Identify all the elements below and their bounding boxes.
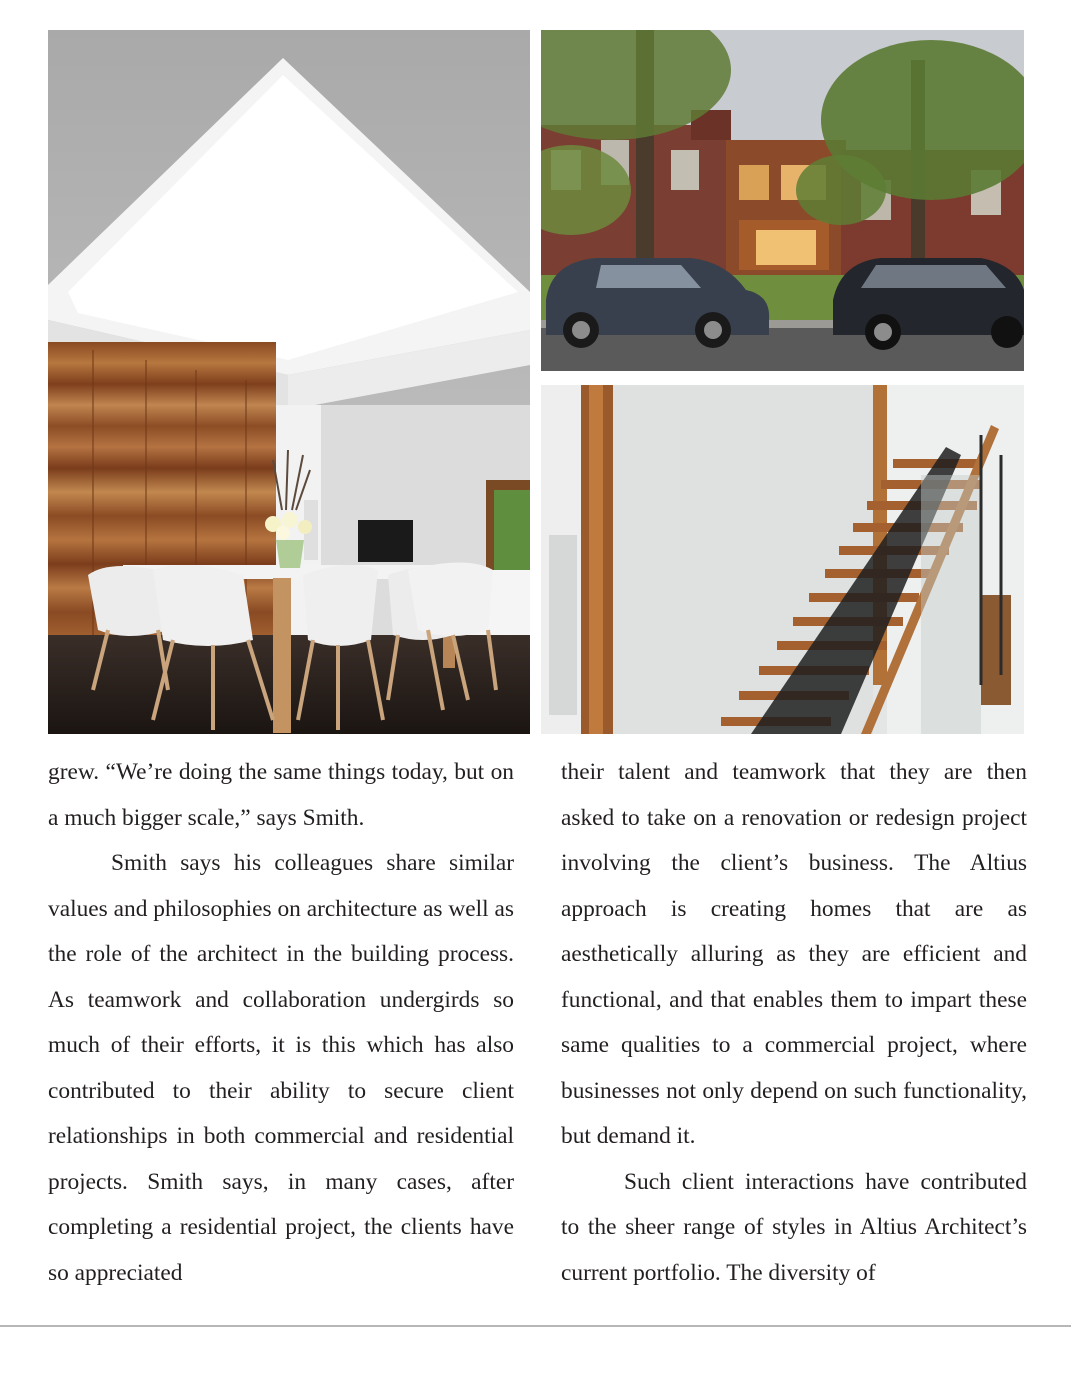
left-paragraph-2: Smith says his colleagues share similar values and philosophies on architecture as well as the role of the architect in the building process. As teamwork and collaboration undergirds so much of their efforts, it is this which has also contributed to their ability to secure client relationships in both commercial and residential projects. Smith says, in many cases, after completing a residential project, the clients have so appreciated (48, 850, 514, 1286)
house-exterior-photo (541, 30, 1024, 371)
dining-room-illustration (48, 30, 530, 734)
staircase-photo (541, 385, 1024, 734)
right-paragraph-2: Such client interactions have contributed to the sheer range of styles in Altius Architect’s current portfolio. The diversity of (561, 1168, 1027, 1286)
left-paragraph-1: grew. “We’re doing the same things today, but on a much bigger scale,” says Smith. (48, 759, 514, 831)
right-paragraph-1: their talent and teamwork that they are then asked to take on a renovation or redesign project involving the client’s business. The Altius approach is creating homes that are as aesthetically alluring as they are efficient and functional, and that enables them to impart these same qualities to a commercial project, where businesses not only depend on such functionality, but demand it. (561, 759, 1027, 1149)
left-text-column (48, 750, 514, 1296)
house-exterior-illustration (541, 30, 1024, 371)
staircase-illustration (541, 385, 1024, 734)
dining-room-photo (48, 30, 530, 734)
page-divider (0, 1325, 1071, 1327)
right-text-column (561, 750, 1027, 1296)
